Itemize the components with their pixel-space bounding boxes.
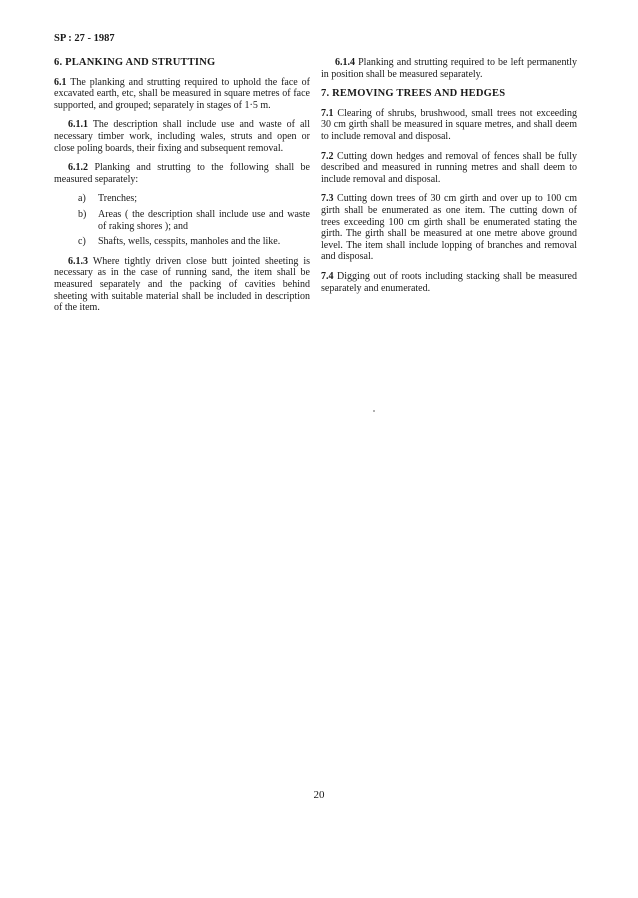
section-7-heading: 7. REMOVING TREES AND HEDGES: [321, 88, 506, 100]
clause-text: Cutting down trees of 30 cm girth and over up to 100 cm girth shall be enumerated as one item. The cutting down of trees exceeding 100 cm girth shall be enumerated stating the girth. The girth shall be measured at one metre above ground level. The item shall include lopping of branches and removal and disposal.: [321, 193, 578, 263]
planking-items-list: [54, 193, 310, 247]
list-item-text: Areas ( the description shall include use and waste of raking shores ); and: [98, 208, 310, 232]
clause-number: 7.1: [321, 107, 334, 119]
clause-number: 6.1.3: [68, 255, 88, 267]
clause-text: Planking and strutting required to be left permanently in position shall be measured separately.: [321, 57, 578, 80]
clause-text: Digging out of roots including stacking shall be measured separately and enumerated.: [321, 270, 577, 294]
left-column: [54, 57, 310, 322]
section-6-heading: 6. PLANKING AND STRUTTING: [54, 57, 216, 68]
clause-6-1: [54, 77, 310, 112]
list-marker: a): [78, 193, 86, 205]
right-column: [321, 57, 577, 302]
page-number: 20: [313, 789, 325, 801]
clause-6-1-1: [54, 119, 310, 154]
list-item-text: Shafts, wells, cesspits, manholes and the like.: [98, 236, 281, 248]
clause-6-1-3: [54, 256, 310, 314]
clause-number: 6.1.4: [335, 57, 355, 68]
list-item-text: Trenches;: [98, 193, 138, 205]
clause-number: 6.1: [54, 76, 67, 88]
clause-number: 7.2: [321, 150, 334, 162]
clause-text: Cutting down hedges and removal of fences shall be fully described and measured in running metres and shall deem to include removal and disposal.: [321, 150, 578, 185]
list-item: [54, 209, 310, 232]
clause-number: 7.3: [321, 193, 334, 205]
clause-text: Planking and strutting to the following shall be measured separately:: [54, 162, 310, 185]
list-item: [54, 193, 310, 205]
list-marker: b): [78, 208, 87, 220]
clause-number: 7.4: [321, 270, 334, 282]
clause-7-3: [321, 193, 577, 263]
scan-speck: [373, 410, 375, 412]
clause-7-4: [321, 271, 577, 294]
clause-6-1-2: [54, 162, 310, 185]
clause-number: 6.1.1: [68, 119, 88, 131]
clause-7-1: [321, 108, 577, 143]
document-code-header: SP : 27 - 1987: [54, 33, 115, 44]
clause-number: 6.1.2: [68, 162, 88, 174]
list-item: [54, 236, 310, 248]
clause-7-2: [321, 151, 577, 186]
list-marker: c): [78, 236, 86, 248]
clause-text: The description shall include use and waste of all necessary timber work, including wales, struts and open or close poling boards, their fixing and subsequent removal.: [54, 119, 310, 154]
clause-6-1-4: [321, 57, 577, 80]
clause-text: Where tightly driven close butt jointed sheeting is necessary as in the case of running sand, the item shall be measured separately and the packing of cavities behind sheeting with suitable material shall be included in description of the item.: [54, 255, 310, 314]
clause-text: Clearing of shrubs, brushwood, small trees not exceeding 30 cm girth shall be measured in square metres, and shall deem to include removal and disposal.: [321, 107, 577, 142]
clause-text: The planking and strutting required to uphold the face of excavated earth, etc, shall be measured in square metres of face supported, and grouped; separately in stages of 1·5 m.: [54, 76, 310, 111]
